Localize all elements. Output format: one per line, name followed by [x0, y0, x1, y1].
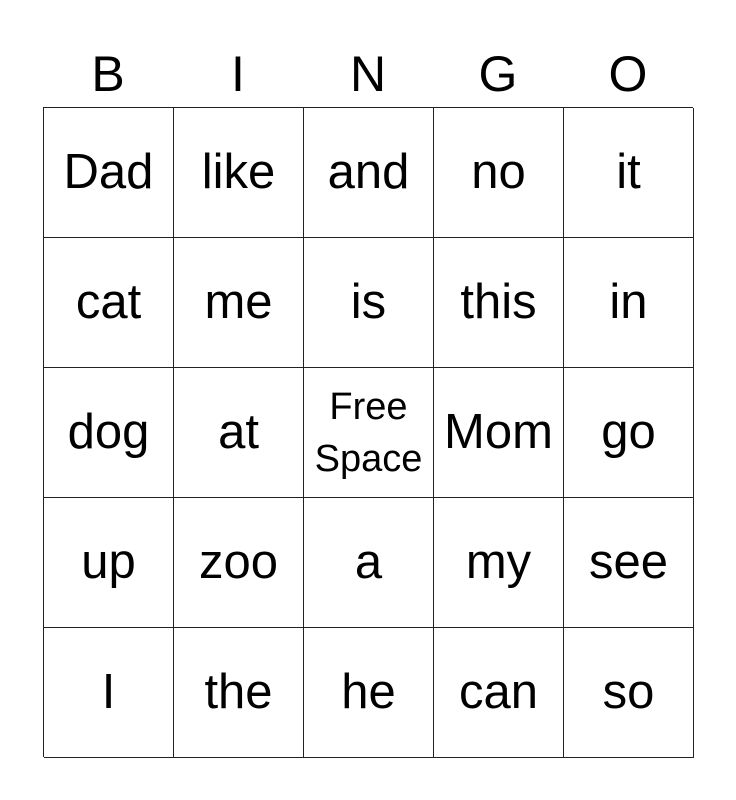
- header-letter-i: I: [231, 46, 245, 102]
- bingo-cell[interactable]: and: [304, 108, 434, 238]
- bingo-cell[interactable]: cat: [44, 238, 174, 368]
- header-letter-b: B: [91, 46, 125, 102]
- free-space-cell[interactable]: [304, 368, 434, 498]
- bingo-cell[interactable]: he: [304, 628, 434, 758]
- bingo-cell[interactable]: dog: [44, 368, 174, 498]
- bingo-cell[interactable]: a: [304, 498, 434, 628]
- bingo-board: [43, 107, 693, 757]
- bingo-cell[interactable]: so: [564, 628, 694, 758]
- bingo-cell[interactable]: in: [564, 238, 694, 368]
- bingo-cell[interactable]: Dad: [44, 108, 174, 238]
- bingo-cell[interactable]: can: [434, 628, 564, 758]
- bingo-cell[interactable]: see: [564, 498, 694, 628]
- bingo-cell[interactable]: is: [304, 238, 434, 368]
- bingo-cell[interactable]: like: [174, 108, 304, 238]
- bingo-cell[interactable]: up: [44, 498, 174, 628]
- bingo-cell[interactable]: no: [434, 108, 564, 238]
- bingo-cell[interactable]: the: [174, 628, 304, 758]
- bingo-header: [43, 42, 693, 106]
- bingo-cell[interactable]: I: [44, 628, 174, 758]
- bingo-cell[interactable]: this: [434, 238, 564, 368]
- header-letter-g: G: [478, 46, 518, 102]
- bingo-cell[interactable]: me: [174, 238, 304, 368]
- bingo-cell[interactable]: at: [174, 368, 304, 498]
- header-letter-o: O: [608, 46, 648, 102]
- bingo-cell[interactable]: Mom: [434, 368, 564, 498]
- bingo-cell[interactable]: my: [434, 498, 564, 628]
- free-space-line-2: Space: [314, 437, 423, 480]
- bingo-cell[interactable]: go: [564, 368, 694, 498]
- header-letter-n: N: [349, 46, 387, 102]
- bingo-cell[interactable]: it: [564, 108, 694, 238]
- free-space-line-1: Free: [329, 385, 408, 428]
- bingo-cell[interactable]: zoo: [174, 498, 304, 628]
